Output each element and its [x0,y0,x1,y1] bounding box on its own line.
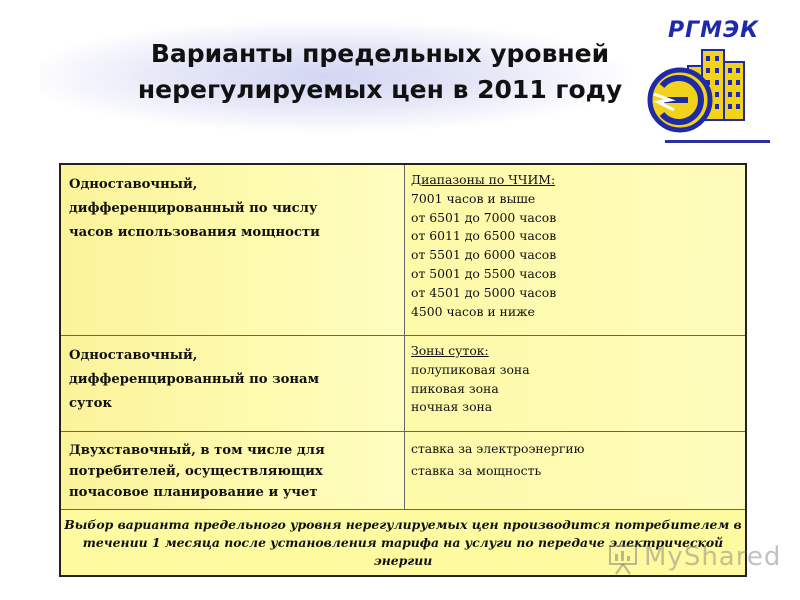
detail-item: пиковая зона [411,380,499,396]
detail-item: 7001 часов и выше [411,190,536,206]
detail-item: от 6501 до 7000 часов [411,209,557,225]
presentation-board-icon [608,544,638,576]
option-cell [61,432,405,509]
detail-item: от 4501 до 5000 часов [411,284,557,300]
detail-cell [405,432,745,509]
watermark [608,540,782,580]
company-logo-icon [640,44,765,139]
detail-item: полупиковая зона [411,361,530,377]
table-row [61,165,745,336]
detail-item: ставка за электроэнергию [411,441,585,456]
option-cell [61,165,405,335]
title-line-1: Варианты предельных уровней [150,39,610,68]
price-options-table [59,163,747,577]
option-cell [61,336,405,431]
detail-item: от 5501 до 6000 часов [411,247,557,263]
table-row [61,432,745,510]
detail-cell [405,336,745,431]
logo-text: РГМЭК [668,18,760,43]
title-line-2: нерегулируемых цен в 2011 году [137,75,623,104]
footer-line-2: течении 1 месяца после установления тарифа на услуги по передаче электрической энергии [82,535,724,568]
option-line: дифференцированный по числу [69,201,318,216]
option-line: почасовое планирование и учет [69,485,318,500]
option-line: часов использования мощности [69,225,320,240]
option-line: потребителей, осуществляющих [69,464,323,479]
detail-item: от 6011 до 6500 часов [411,228,557,244]
logo-underline [665,140,770,143]
option-line: суток [69,396,112,411]
page-title [100,36,660,108]
detail-cell [405,165,745,335]
detail-heading: Зоны суток: [411,343,489,358]
watermark-text: MyShared [644,542,782,572]
table-row [61,336,745,432]
option-line: Одноставочный, [69,348,198,363]
option-line: дифференцированный по зонам [69,372,320,387]
detail-heading: Диапазоны по ЧЧИМ: [411,172,556,187]
option-line: Одноставочный, [69,177,198,192]
detail-item: 4500 часов и ниже [411,303,535,319]
detail-item: ночная зона [411,399,493,415]
detail-item: ставка за мощность [411,463,542,478]
detail-item: от 5001 до 5500 часов [411,265,557,281]
footer-line-1: Выбор варианта предельного уровня нерегулируемых цен производится потребителем в [64,517,742,532]
option-line: Двухставочный, в том числе для [69,443,325,458]
